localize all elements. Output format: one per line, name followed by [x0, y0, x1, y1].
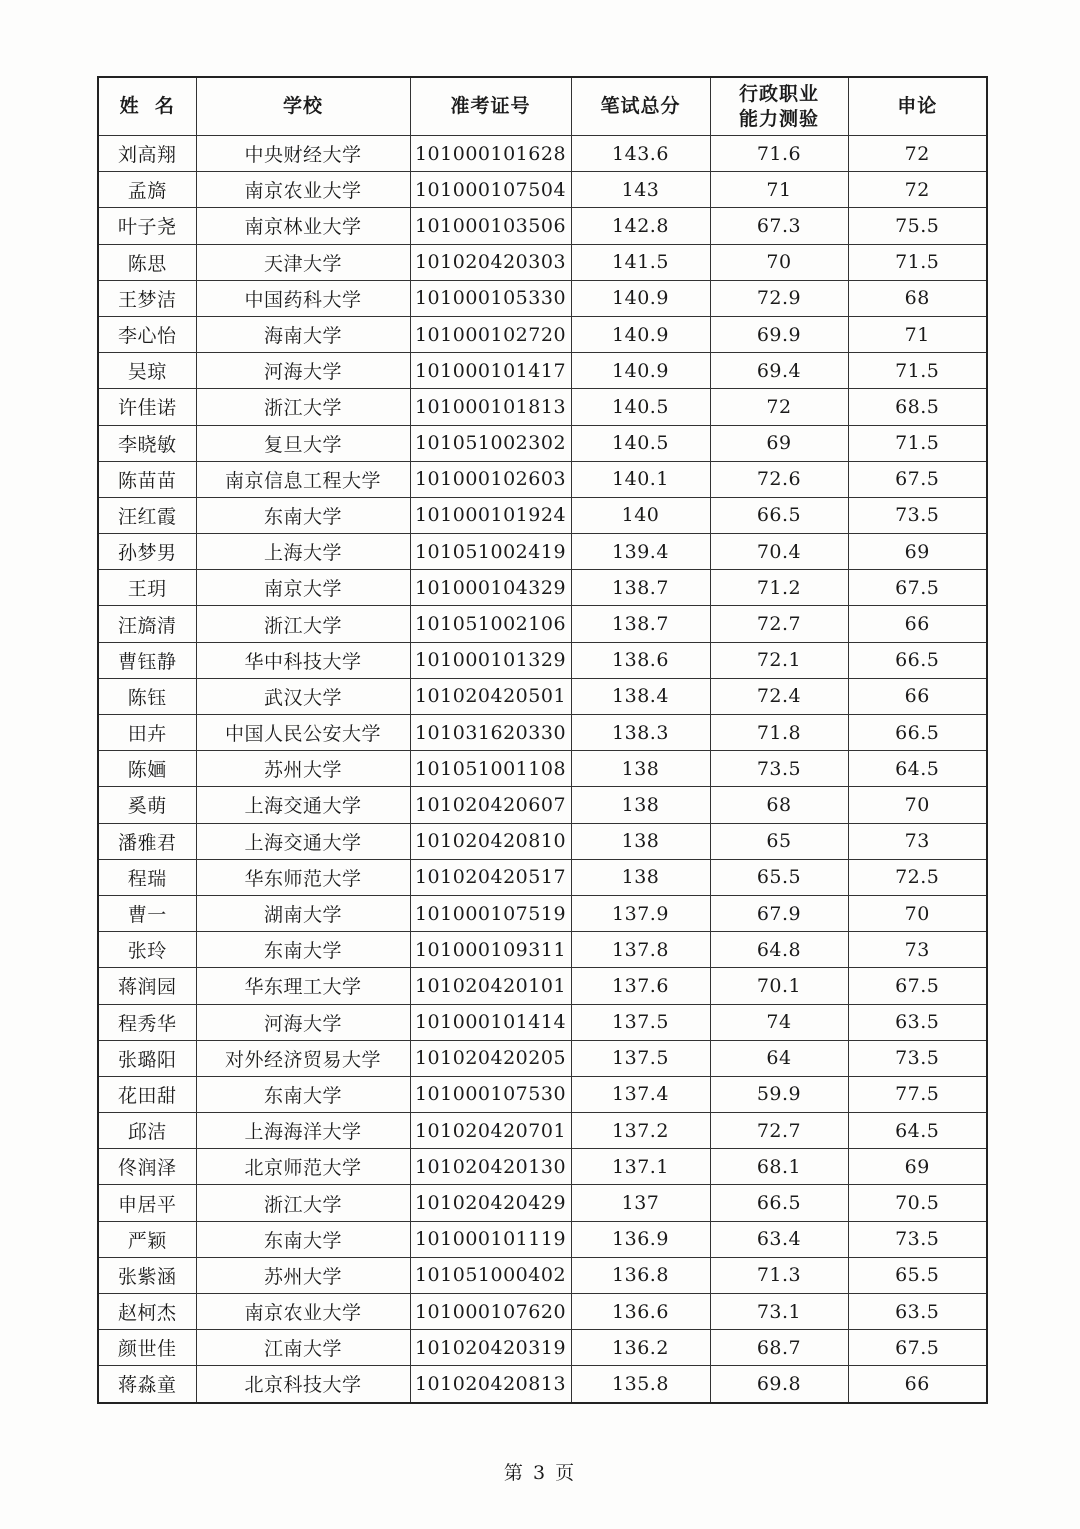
cell-name: 汪红霞 — [98, 497, 196, 533]
cell-school: 南京信息工程大学 — [196, 461, 410, 497]
cell-exam-id: 101000109311 — [410, 932, 571, 968]
table-row — [98, 751, 987, 787]
cell-exam-id: 101020420701 — [410, 1113, 571, 1149]
cell-name: 孙梦男 — [98, 534, 196, 570]
header-xingce-text: 行政职业能力测验 — [738, 82, 819, 130]
cell-xingce: 68.7 — [710, 1330, 848, 1366]
cell-written-total: 136.2 — [571, 1330, 710, 1366]
cell-written-total: 138 — [571, 751, 710, 787]
cell-written-total: 137.4 — [571, 1076, 710, 1112]
cell-shenlun: 77.5 — [848, 1076, 987, 1112]
cell-exam-id: 101051002106 — [410, 606, 571, 642]
cell-name: 严颖 — [98, 1221, 196, 1257]
cell-exam-id: 101000101414 — [410, 1004, 571, 1040]
cell-xingce: 72.7 — [710, 1113, 848, 1149]
cell-shenlun: 66.5 — [848, 642, 987, 678]
cell-shenlun: 73 — [848, 823, 987, 859]
table-row — [98, 859, 987, 895]
cell-school: 南京农业大学 — [196, 172, 410, 208]
cell-name: 张紫涵 — [98, 1257, 196, 1293]
cell-xingce: 59.9 — [710, 1076, 848, 1112]
cell-shenlun: 71.5 — [848, 425, 987, 461]
cell-written-total: 136.9 — [571, 1221, 710, 1257]
cell-exam-id: 101000101417 — [410, 353, 571, 389]
cell-written-total: 138 — [571, 859, 710, 895]
cell-written-total: 140.9 — [571, 280, 710, 316]
cell-written-total: 141.5 — [571, 244, 710, 280]
cell-school: 上海交通大学 — [196, 823, 410, 859]
cell-name: 曹一 — [98, 895, 196, 931]
table-row — [98, 1257, 987, 1293]
cell-exam-id: 101000103506 — [410, 208, 571, 244]
cell-shenlun: 71 — [848, 316, 987, 352]
cell-exam-id: 101020420130 — [410, 1149, 571, 1185]
cell-written-total: 138.7 — [571, 606, 710, 642]
cell-shenlun: 66 — [848, 1366, 987, 1403]
cell-exam-id: 101000101924 — [410, 497, 571, 533]
cell-shenlun: 66.5 — [848, 715, 987, 751]
cell-written-total: 137 — [571, 1185, 710, 1221]
cell-xingce: 72.6 — [710, 461, 848, 497]
cell-written-total: 137.5 — [571, 1004, 710, 1040]
table-row — [98, 1330, 987, 1366]
cell-exam-id: 101020420607 — [410, 787, 571, 823]
cell-exam-id: 101051001108 — [410, 751, 571, 787]
cell-xingce: 74 — [710, 1004, 848, 1040]
cell-name: 程瑞 — [98, 859, 196, 895]
cell-xingce: 71 — [710, 172, 848, 208]
cell-written-total: 140 — [571, 497, 710, 533]
table-row — [98, 715, 987, 751]
cell-school: 南京农业大学 — [196, 1294, 410, 1330]
cell-school: 中国药科大学 — [196, 280, 410, 316]
cell-exam-id: 101031620330 — [410, 715, 571, 751]
cell-xingce: 68 — [710, 787, 848, 823]
cell-name: 叶子尧 — [98, 208, 196, 244]
cell-shenlun: 73.5 — [848, 1040, 987, 1076]
cell-exam-id: 101020420501 — [410, 678, 571, 714]
cell-name: 佟润泽 — [98, 1149, 196, 1185]
cell-name: 刘高翔 — [98, 136, 196, 172]
cell-exam-id: 101000104329 — [410, 570, 571, 606]
header-row — [98, 77, 987, 136]
cell-name: 王玥 — [98, 570, 196, 606]
cell-exam-id: 101000105330 — [410, 280, 571, 316]
cell-exam-id: 101000107530 — [410, 1076, 571, 1112]
cell-shenlun: 66 — [848, 678, 987, 714]
cell-xingce: 72.1 — [710, 642, 848, 678]
cell-exam-id: 101000107504 — [410, 172, 571, 208]
header-written-total: 笔试总分 — [571, 77, 710, 136]
cell-written-total: 136.8 — [571, 1257, 710, 1293]
cell-exam-id: 101020420303 — [410, 244, 571, 280]
cell-written-total: 137.8 — [571, 932, 710, 968]
cell-written-total: 138.4 — [571, 678, 710, 714]
cell-name: 颜世佳 — [98, 1330, 196, 1366]
header-xingce — [710, 77, 848, 136]
cell-name: 陈苗苗 — [98, 461, 196, 497]
table-row — [98, 968, 987, 1004]
table-row — [98, 316, 987, 352]
cell-written-total: 140.9 — [571, 353, 710, 389]
cell-xingce: 70.4 — [710, 534, 848, 570]
cell-school: 对外经济贸易大学 — [196, 1040, 410, 1076]
cell-shenlun: 68 — [848, 280, 987, 316]
cell-xingce: 67.9 — [710, 895, 848, 931]
cell-school: 华东理工大学 — [196, 968, 410, 1004]
cell-shenlun: 73 — [848, 932, 987, 968]
cell-school: 复旦大学 — [196, 425, 410, 461]
cell-xingce: 65 — [710, 823, 848, 859]
table-row — [98, 425, 987, 461]
cell-shenlun: 73.5 — [848, 1221, 987, 1257]
table-row — [98, 606, 987, 642]
cell-name: 曹钰静 — [98, 642, 196, 678]
cell-school: 海南大学 — [196, 316, 410, 352]
cell-exam-id: 101051002302 — [410, 425, 571, 461]
header-exam-id: 准考证号 — [410, 77, 571, 136]
cell-school: 北京科技大学 — [196, 1366, 410, 1403]
table-row — [98, 932, 987, 968]
cell-shenlun: 64.5 — [848, 1113, 987, 1149]
cell-shenlun: 67.5 — [848, 461, 987, 497]
cell-written-total: 138.6 — [571, 642, 710, 678]
cell-xingce: 65.5 — [710, 859, 848, 895]
cell-exam-id: 101000107620 — [410, 1294, 571, 1330]
cell-school: 浙江大学 — [196, 606, 410, 642]
cell-school: 东南大学 — [196, 497, 410, 533]
cell-xingce: 66.5 — [710, 1185, 848, 1221]
table-row — [98, 1185, 987, 1221]
cell-shenlun: 70 — [848, 787, 987, 823]
cell-school: 浙江大学 — [196, 389, 410, 425]
cell-shenlun: 75.5 — [848, 208, 987, 244]
cell-school: 苏州大学 — [196, 751, 410, 787]
cell-name: 吴琼 — [98, 353, 196, 389]
table-row — [98, 497, 987, 533]
header-school: 学校 — [196, 77, 410, 136]
cell-school: 东南大学 — [196, 1076, 410, 1112]
table-row — [98, 1113, 987, 1149]
table-row — [98, 461, 987, 497]
cell-exam-id: 101020420205 — [410, 1040, 571, 1076]
score-table — [97, 76, 988, 1404]
cell-written-total: 137.1 — [571, 1149, 710, 1185]
cell-xingce: 64.8 — [710, 932, 848, 968]
cell-shenlun: 68.5 — [848, 389, 987, 425]
table-row — [98, 1076, 987, 1112]
cell-written-total: 140.5 — [571, 425, 710, 461]
table-row — [98, 208, 987, 244]
cell-shenlun: 72.5 — [848, 859, 987, 895]
cell-written-total: 142.8 — [571, 208, 710, 244]
cell-exam-id: 101000101119 — [410, 1221, 571, 1257]
cell-xingce: 73.1 — [710, 1294, 848, 1330]
cell-name: 张璐阳 — [98, 1040, 196, 1076]
cell-shenlun: 73.5 — [848, 497, 987, 533]
cell-written-total: 140.9 — [571, 316, 710, 352]
cell-shenlun: 69 — [848, 534, 987, 570]
cell-xingce: 71.3 — [710, 1257, 848, 1293]
cell-xingce: 71.2 — [710, 570, 848, 606]
cell-name: 陈钰 — [98, 678, 196, 714]
cell-name: 汪旖清 — [98, 606, 196, 642]
cell-exam-id: 101000101628 — [410, 136, 571, 172]
cell-xingce: 69 — [710, 425, 848, 461]
cell-school: 上海交通大学 — [196, 787, 410, 823]
cell-name: 田卉 — [98, 715, 196, 751]
cell-written-total: 137.2 — [571, 1113, 710, 1149]
table-row — [98, 823, 987, 859]
cell-xingce: 72.4 — [710, 678, 848, 714]
cell-school: 浙江大学 — [196, 1185, 410, 1221]
table-body — [98, 136, 987, 1403]
cell-school: 湖南大学 — [196, 895, 410, 931]
table-row — [98, 1040, 987, 1076]
cell-exam-id: 101020420319 — [410, 1330, 571, 1366]
table-row — [98, 1149, 987, 1185]
cell-exam-id: 101051000402 — [410, 1257, 571, 1293]
cell-school: 河海大学 — [196, 1004, 410, 1040]
cell-shenlun: 72 — [848, 136, 987, 172]
cell-xingce: 69.4 — [710, 353, 848, 389]
cell-written-total: 138.7 — [571, 570, 710, 606]
cell-name: 程秀华 — [98, 1004, 196, 1040]
cell-xingce: 72.9 — [710, 280, 848, 316]
cell-school: 河海大学 — [196, 353, 410, 389]
cell-written-total: 137.9 — [571, 895, 710, 931]
table-row — [98, 570, 987, 606]
cell-school: 东南大学 — [196, 932, 410, 968]
cell-exam-id: 101000102603 — [410, 461, 571, 497]
cell-written-total: 138.3 — [571, 715, 710, 751]
cell-name: 陈思 — [98, 244, 196, 280]
cell-school: 南京林业大学 — [196, 208, 410, 244]
cell-exam-id: 101000102720 — [410, 316, 571, 352]
cell-written-total: 143 — [571, 172, 710, 208]
table-header — [98, 77, 987, 136]
cell-name: 花田甜 — [98, 1076, 196, 1112]
table-row — [98, 244, 987, 280]
cell-name: 蒋润园 — [98, 968, 196, 1004]
cell-shenlun: 67.5 — [848, 968, 987, 1004]
cell-name: 潘雅君 — [98, 823, 196, 859]
cell-written-total: 138 — [571, 823, 710, 859]
cell-name: 申居平 — [98, 1185, 196, 1221]
cell-school: 江南大学 — [196, 1330, 410, 1366]
cell-exam-id: 101020420429 — [410, 1185, 571, 1221]
table-row — [98, 136, 987, 172]
cell-written-total: 136.6 — [571, 1294, 710, 1330]
cell-exam-id: 101000101813 — [410, 389, 571, 425]
cell-name: 李心怡 — [98, 316, 196, 352]
table-row — [98, 1221, 987, 1257]
cell-exam-id: 101020420517 — [410, 859, 571, 895]
cell-exam-id: 101020420101 — [410, 968, 571, 1004]
table-row — [98, 280, 987, 316]
table-row — [98, 787, 987, 823]
cell-exam-id: 101020420813 — [410, 1366, 571, 1403]
cell-written-total: 135.8 — [571, 1366, 710, 1403]
cell-written-total: 139.4 — [571, 534, 710, 570]
cell-xingce: 70.1 — [710, 968, 848, 1004]
cell-xingce: 70 — [710, 244, 848, 280]
cell-xingce: 64 — [710, 1040, 848, 1076]
cell-shenlun: 72 — [848, 172, 987, 208]
cell-name: 赵柯杰 — [98, 1294, 196, 1330]
cell-shenlun: 70.5 — [848, 1185, 987, 1221]
cell-exam-id: 101000107519 — [410, 895, 571, 931]
cell-shenlun: 70 — [848, 895, 987, 931]
cell-name: 陈婳 — [98, 751, 196, 787]
cell-name: 蒋淼童 — [98, 1366, 196, 1403]
table-row — [98, 678, 987, 714]
cell-xingce: 71.6 — [710, 136, 848, 172]
page-number: 第 3 页 — [503, 1462, 577, 1484]
cell-written-total: 140.5 — [571, 389, 710, 425]
cell-shenlun: 63.5 — [848, 1004, 987, 1040]
table-row — [98, 534, 987, 570]
cell-written-total: 137.6 — [571, 968, 710, 1004]
cell-name: 孟旖 — [98, 172, 196, 208]
cell-name: 张玲 — [98, 932, 196, 968]
cell-school: 南京大学 — [196, 570, 410, 606]
cell-name: 李晓敏 — [98, 425, 196, 461]
cell-written-total: 140.1 — [571, 461, 710, 497]
table-row — [98, 353, 987, 389]
cell-name: 许佳诺 — [98, 389, 196, 425]
cell-school: 中国人民公安大学 — [196, 715, 410, 751]
cell-written-total: 138 — [571, 787, 710, 823]
cell-shenlun: 63.5 — [848, 1294, 987, 1330]
cell-school: 上海大学 — [196, 534, 410, 570]
cell-name: 奚萌 — [98, 787, 196, 823]
cell-school: 苏州大学 — [196, 1257, 410, 1293]
cell-written-total: 143.6 — [571, 136, 710, 172]
cell-shenlun: 69 — [848, 1149, 987, 1185]
table-row — [98, 1004, 987, 1040]
cell-shenlun: 65.5 — [848, 1257, 987, 1293]
cell-shenlun: 71.5 — [848, 353, 987, 389]
header-shenlun: 申论 — [848, 77, 987, 136]
cell-school: 华东师范大学 — [196, 859, 410, 895]
cell-school: 北京师范大学 — [196, 1149, 410, 1185]
cell-school: 华中科技大学 — [196, 642, 410, 678]
cell-shenlun: 67.5 — [848, 570, 987, 606]
cell-school: 武汉大学 — [196, 678, 410, 714]
cell-xingce: 63.4 — [710, 1221, 848, 1257]
cell-name: 邱洁 — [98, 1113, 196, 1149]
table-row — [98, 1294, 987, 1330]
table-row — [98, 172, 987, 208]
header-name: 姓 名 — [98, 77, 196, 136]
cell-xingce: 72 — [710, 389, 848, 425]
cell-school: 东南大学 — [196, 1221, 410, 1257]
cell-exam-id: 101020420810 — [410, 823, 571, 859]
cell-name: 王梦洁 — [98, 280, 196, 316]
cell-xingce: 72.7 — [710, 606, 848, 642]
cell-shenlun: 66 — [848, 606, 987, 642]
table-row — [98, 389, 987, 425]
cell-school: 中央财经大学 — [196, 136, 410, 172]
cell-xingce: 73.5 — [710, 751, 848, 787]
cell-shenlun: 67.5 — [848, 1330, 987, 1366]
cell-shenlun: 64.5 — [848, 751, 987, 787]
cell-xingce: 71.8 — [710, 715, 848, 751]
table-row — [98, 1366, 987, 1403]
cell-exam-id: 101051002419 — [410, 534, 571, 570]
table-row — [98, 642, 987, 678]
cell-written-total: 137.5 — [571, 1040, 710, 1076]
table-row — [98, 895, 987, 931]
cell-xingce: 66.5 — [710, 497, 848, 533]
cell-school: 天津大学 — [196, 244, 410, 280]
cell-xingce: 67.3 — [710, 208, 848, 244]
cell-exam-id: 101000101329 — [410, 642, 571, 678]
cell-shenlun: 71.5 — [848, 244, 987, 280]
cell-school: 上海海洋大学 — [196, 1113, 410, 1149]
cell-xingce: 69.9 — [710, 316, 848, 352]
cell-xingce: 69.8 — [710, 1366, 848, 1403]
cell-xingce: 68.1 — [710, 1149, 848, 1185]
